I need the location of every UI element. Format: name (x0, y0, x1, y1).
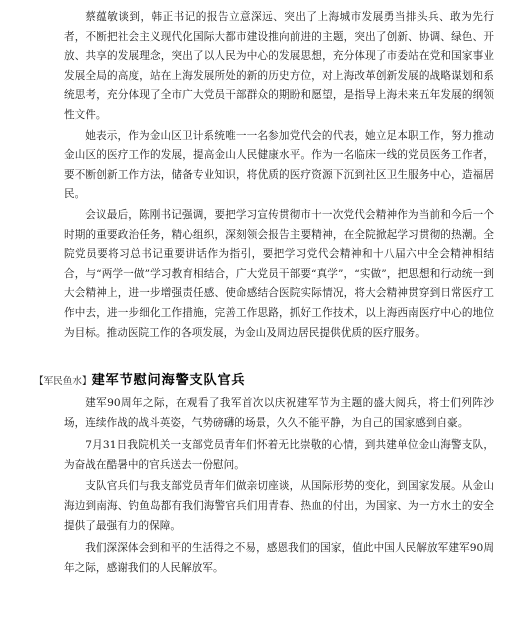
section-title: 建军节慰问海警支队官兵 (91, 373, 246, 389)
paragraph: 建军90周年之际，在观看了我军首次以庆祝建军节为主题的盛大阅兵，将士们列阵沙场，连续作战的战斗英姿，气势磅礴的场景，久久不能平静，为自己的国家感到自豪。 (64, 397, 494, 430)
section-party-congress (64, 8, 494, 343)
paragraph: 我们深深体会到和平的生活得之不易，感恩我们的国家，值此中国人民解放军建军90周年之际，感谢我们的人民解放军。 (64, 541, 494, 574)
paragraph: 她表示，作为金山区卫计系统唯一一名参加党代会的代表，她立足本职工作，努力推动金山区的医疗工作的发展，提高金山人民健康水平。作为一名临床一线的党员医务工作者，要不断创新工作方法，储备专业知识，将优质的医疗资源下沉到社区卫生服务中心，造福居民。 (64, 129, 494, 201)
paragraph: 7月31日我院机关一支部党员青年们怀着无比崇敬的心情，到共建单位金山海警支队，为奋战在酷暑中的官兵送去一份慰问。 (64, 438, 494, 471)
paragraph: 支队官兵们与我支部党员青年们做亲切座谈，从国际形势的变化，到国家发展。从金山海边到南海、钓鱼岛都有我们海警官兵们用青春、热血的付出，为国家、为一方水土的安全提供了最强有力的保障。 (64, 479, 494, 533)
paragraph: 蔡蕴敏谈到，韩正书记的报告立意深远、突出了上海城市发展勇当排头兵、敢为先行者，不断把社会主义现代化国际大都市建设推向前进的主题，突出了创新、协调、绿色、开放、共享的发展理念，突出了以人民为中心的发展思想，充分体现了市委站在党和国家事业发展全局的高度，站在上海发展所处的新的历史方位，对上海改革创新发展的战略谋划和系统思考，充分体现了全市广大党员干部群众的期盼和愿望，是指导上海未来五年发展的纲领性文件。 (64, 11, 494, 121)
section-heading (34, 369, 494, 391)
paragraph: 会议最后，陈刚书记强调，要把学习宣传贯彻市十一次党代会精神作为当前和今后一个时期的重要政治任务，精心组织，深刻领会报告主要精神，在全院掀起学习贯彻的热潮。全院党员要将习总书记重要讲话作为指引，要把学习党代会精神和十八届六中全会精神相结合，与“两学一做”学习教育相结合，广大党员干部要“真学”，“实做”，把思想和行动统一到大会精神上，进一步增强责任感、使命感结合医院实际情况，将大会精神贯穿到日常医疗工作中去，进一步细化工作措施，完善工作思路，抓好工作技术，以上海西南医疗中心的地位为目标。推动医院工作的各项发展，为金山及周边居民提供优质的医疗服务。 (64, 208, 494, 339)
section-tag: 【军民鱼水】 (34, 376, 92, 388)
section-army-day (34, 369, 494, 578)
